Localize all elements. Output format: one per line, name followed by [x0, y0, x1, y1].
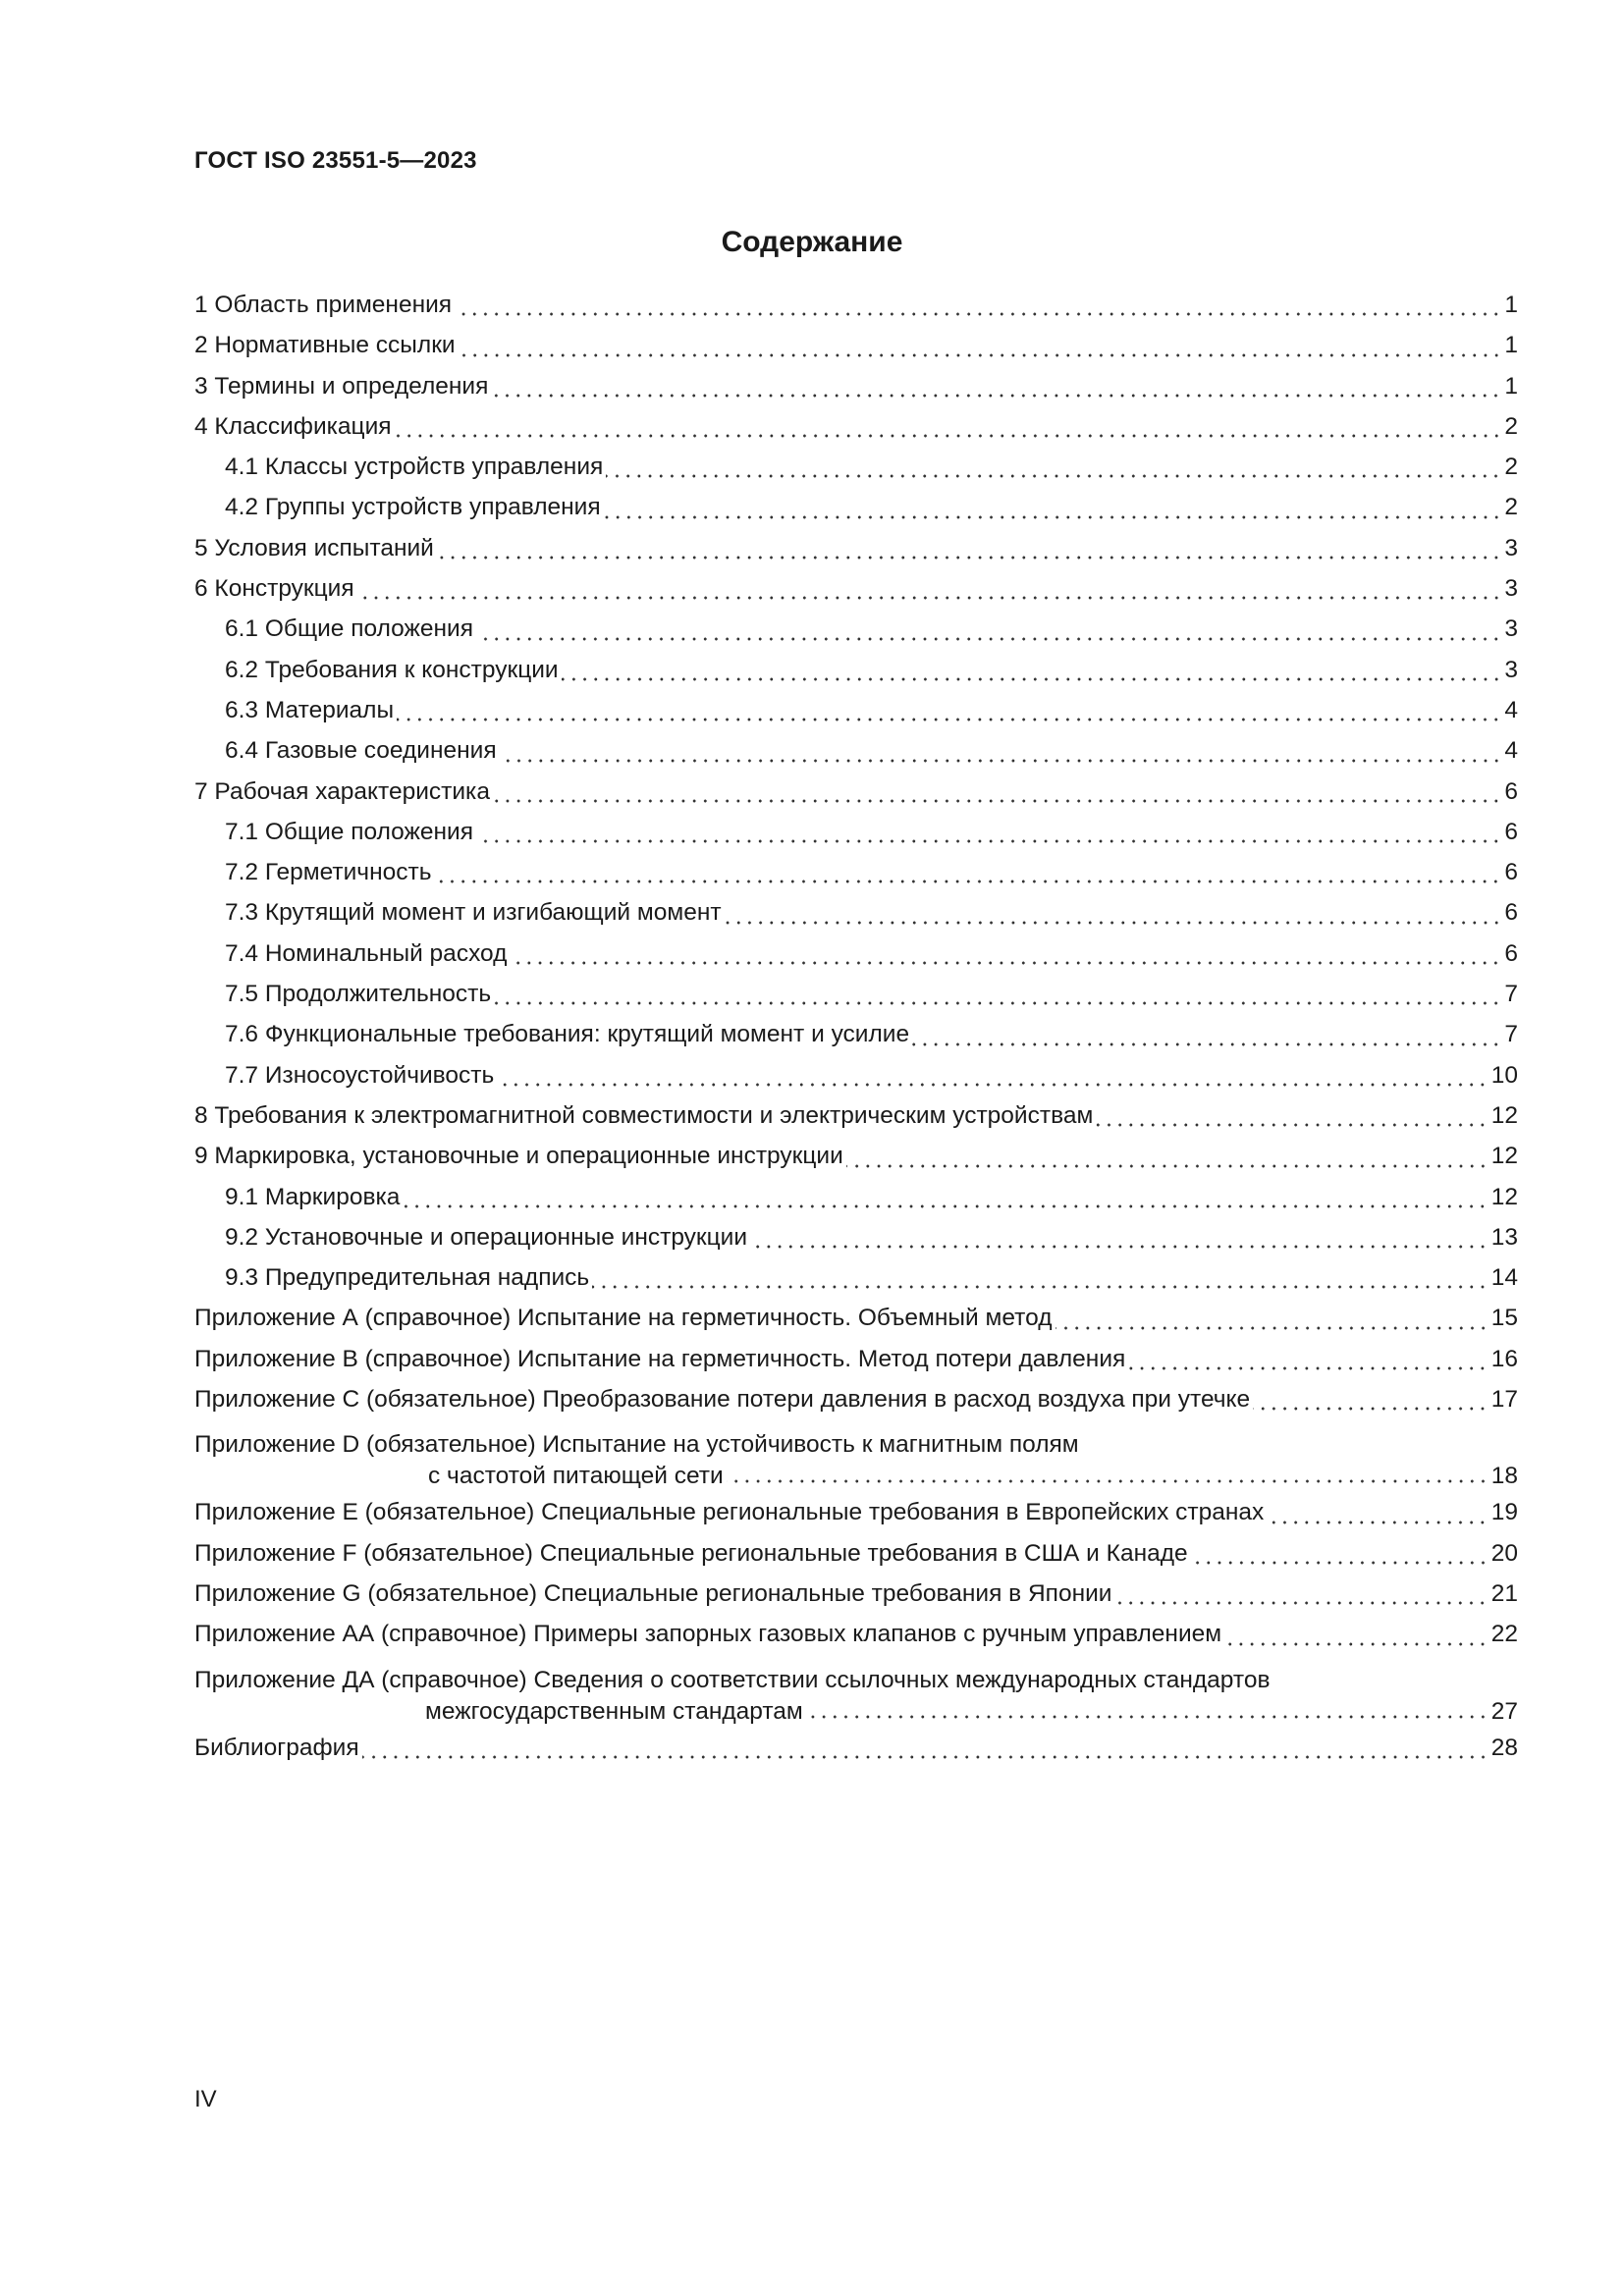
toc-entry-appendix-b[interactable]: [194, 1339, 1518, 1379]
toc-leader-dots: [592, 1285, 1489, 1289]
toc-entry-page: 20: [1490, 1539, 1518, 1567]
toc-leader-dots: [846, 1164, 1489, 1168]
toc-entry[interactable]: [194, 528, 1518, 568]
toc-entry-text: 4 Классификация: [194, 412, 392, 440]
toc-entry-page: 3: [1504, 656, 1518, 683]
toc-leader-dots: [494, 1001, 1501, 1005]
toc-leader-dots: [397, 718, 1501, 721]
toc-entry-text: 7.2 Герметичность: [225, 859, 432, 886]
toc-leader-dots: [750, 1245, 1489, 1249]
toc-subentry[interactable]: [194, 812, 1518, 852]
toc-entry-page: 10: [1490, 1061, 1518, 1089]
toc-leader-dots: [727, 1479, 1489, 1483]
toc-entry-text: Приложение E (обязательное) Специальные региональные требования в Европейских странах: [194, 1499, 1265, 1526]
toc-entry-page: 27: [1490, 1697, 1518, 1725]
toc-subentry[interactable]: [194, 1217, 1518, 1257]
toc-entry[interactable]: [194, 325, 1518, 365]
toc-entry-appendix-g[interactable]: [194, 1574, 1518, 1614]
toc-entry-page: 3: [1504, 575, 1518, 603]
toc-entry-text: 9 Маркировка, установочные и операционные инструкции: [194, 1143, 843, 1170]
toc-entry-text: 3 Термины и определения: [194, 372, 489, 400]
toc-entry-page: 13: [1490, 1223, 1518, 1251]
toc-entry[interactable]: [194, 1095, 1518, 1136]
toc-entry-page: 4: [1504, 737, 1518, 765]
toc-entry-page: 16: [1490, 1345, 1518, 1372]
toc-leader-dots: [493, 799, 1501, 803]
toc-entry[interactable]: [194, 772, 1518, 812]
toc-entry-text: Приложение G (обязательное) Специальные региональные требования в Японии: [194, 1579, 1112, 1607]
toc-entry-text: Приложение С (обязательное) Преобразование потери давления в расход воздуха при утечке: [194, 1386, 1251, 1414]
toc-entry[interactable]: [194, 366, 1518, 406]
toc-subentry[interactable]: [194, 690, 1518, 730]
toc-leader-dots: [491, 394, 1501, 398]
toc-entry-page: 1: [1504, 332, 1518, 359]
toc-entry-page: 2: [1504, 412, 1518, 440]
document-id: ГОСТ ISO 23551-5—2023: [194, 147, 477, 174]
toc-leader-dots: [1128, 1366, 1488, 1370]
toc-leader-dots: [1114, 1601, 1488, 1605]
toc-entry-page: 6: [1504, 899, 1518, 927]
toc-leader-dots: [395, 434, 1502, 438]
toc-entry[interactable]: [194, 1136, 1518, 1176]
toc-entry-page: 28: [1490, 1734, 1518, 1761]
toc-leader-dots: [912, 1042, 1501, 1046]
toc-entry-page: 3: [1504, 615, 1518, 643]
toc-leader-dots: [476, 839, 1501, 843]
toc-entry-text: Приложение ДА (справочное) Сведения о соответствии ссылочных международных стандартов: [194, 1666, 1271, 1693]
toc-subentry[interactable]: [194, 487, 1518, 527]
toc-leader-dots: [437, 556, 1501, 560]
toc-leader-dots: [476, 637, 1501, 641]
toc-entry-text: 6.2 Требования к конструкции: [225, 656, 559, 683]
toc-entry[interactable]: [194, 285, 1518, 325]
toc-entry-text: 9.1 Маркировка: [225, 1183, 401, 1210]
toc-entry-page: 7: [1504, 981, 1518, 1008]
toc-entry-text: 6 Конструкция: [194, 575, 354, 603]
toc-entry-appendix-aa[interactable]: [194, 1614, 1518, 1654]
toc-entry-appendix-c[interactable]: [194, 1379, 1518, 1419]
toc-title: Содержание: [721, 226, 903, 258]
toc-subentry[interactable]: [194, 730, 1518, 771]
toc-entry-page: 12: [1490, 1183, 1518, 1210]
toc-entry-appendix-d[interactable]: [194, 1419, 1518, 1492]
toc-entry-page: 12: [1490, 1143, 1518, 1170]
toc-entry-page: 2: [1504, 454, 1518, 481]
toc-entry-appendix-da[interactable]: [194, 1655, 1518, 1728]
toc-entry-text: 7.4 Номинальный расход: [225, 939, 508, 967]
toc-entry-page: 15: [1490, 1305, 1518, 1332]
toc-leader-dots: [459, 353, 1502, 357]
toc-subentry[interactable]: [194, 1177, 1518, 1217]
toc-entry-text: 7.1 Общие положения: [225, 818, 474, 845]
toc-subentry[interactable]: [194, 1055, 1518, 1095]
toc-entry-page: 12: [1490, 1101, 1518, 1129]
toc-entry-text: 7.7 Износоустойчивость: [225, 1061, 495, 1089]
toc-entry-page: 4: [1504, 696, 1518, 723]
toc-entry-text: 7.3 Крутящий момент и изгибающий момент: [225, 899, 722, 927]
toc-leader-dots: [604, 515, 1502, 519]
toc-entry-text: 7.6 Функциональные требования: крутящий момент и усилие: [225, 1021, 910, 1048]
toc-leader-dots: [1253, 1407, 1489, 1411]
toc-leader-dots: [362, 1755, 1489, 1759]
toc-subentry[interactable]: [194, 650, 1518, 690]
toc-entry-text: 1 Область применения: [194, 292, 453, 318]
toc-entry-page: 3: [1504, 534, 1518, 561]
toc-subentry[interactable]: [194, 934, 1518, 974]
toc-entry-page: 19: [1490, 1499, 1518, 1526]
toc-entry-appendix-e[interactable]: [194, 1492, 1518, 1532]
toc-entry-page: 14: [1490, 1264, 1518, 1292]
toc-entry-text: 5 Условия испытаний: [194, 534, 434, 561]
toc-entry-text: 6.4 Газовые соединения: [225, 737, 497, 765]
toc-entry-page: 6: [1504, 859, 1518, 886]
toc-entry-text: 6.1 Общие положения: [225, 615, 474, 643]
toc-entry-text: 7 Рабочая характеристика: [194, 777, 490, 805]
toc-entry-text: 4.2 Группы устройств управления: [225, 494, 601, 521]
toc-leader-dots: [1056, 1326, 1489, 1330]
toc-leader-dots: [500, 759, 1502, 763]
toc-leader-dots: [1096, 1123, 1488, 1127]
toc-leader-dots: [1267, 1521, 1488, 1524]
toc-entry-continuation: межгосударственным стандартам: [425, 1697, 803, 1725]
toc-entry-appendix-f[interactable]: [194, 1533, 1518, 1574]
toc-subentry[interactable]: [194, 1014, 1518, 1054]
toc-entry-page: 1: [1504, 372, 1518, 400]
toc-leader-dots: [434, 880, 1501, 883]
toc-entry-page: 17: [1490, 1386, 1518, 1414]
toc-entry-text: 9.2 Установочные и операционные инструкции: [225, 1223, 748, 1251]
toc-leader-dots: [510, 961, 1501, 965]
toc-entry-text: Библиография: [194, 1734, 359, 1761]
toc-subentry[interactable]: [194, 447, 1518, 487]
toc-entry-page: 1: [1504, 292, 1518, 318]
toc-leader-dots: [606, 474, 1501, 478]
toc-subentry[interactable]: [194, 892, 1518, 933]
toc-leader-dots: [1191, 1561, 1489, 1565]
toc-entry-page: 18: [1490, 1463, 1518, 1490]
toc-entry-text: 9.3 Предупредительная надпись: [225, 1264, 590, 1292]
toc-entry-page: 6: [1504, 777, 1518, 805]
toc-leader-dots: [1224, 1642, 1489, 1646]
toc-entry-text: Приложение F (обязательное) Специальные региональные требования в США и Канаде: [194, 1539, 1188, 1567]
toc-subentry[interactable]: [194, 974, 1518, 1014]
toc-leader-dots: [562, 677, 1502, 681]
toc-entry[interactable]: [194, 568, 1518, 609]
toc-entry-page: 6: [1504, 818, 1518, 845]
toc-entry-page: 6: [1504, 939, 1518, 967]
toc-leader-dots: [497, 1083, 1488, 1087]
toc-entry-page: 22: [1490, 1621, 1518, 1648]
toc-entry-appendix-a[interactable]: [194, 1298, 1518, 1338]
toc-leader-dots: [725, 921, 1502, 925]
toc-entry-text: Приложение D (обязательное) Испытание на устойчивость к магнитным полям: [194, 1431, 1079, 1459]
toc-entry-text: Приложение АА (справочное) Примеры запорных газовых клапанов с ручным управлением: [194, 1621, 1222, 1648]
toc-leader-dots: [403, 1204, 1488, 1208]
toc-entry-text: 8 Требования к электромагнитной совместимости и электрическим устройствам: [194, 1101, 1094, 1129]
toc-entry-text: 7.5 Продолжительность: [225, 981, 492, 1008]
toc-entry-text: 2 Нормативные ссылки: [194, 332, 456, 359]
toc-subentry[interactable]: [194, 852, 1518, 892]
toc-leader-dots: [455, 312, 1501, 316]
toc-entry-page: 2: [1504, 494, 1518, 521]
toc-entry[interactable]: [194, 406, 1518, 447]
toc-entry-text: 4.1 Классы устройств управления: [225, 454, 604, 481]
toc-subentry[interactable]: [194, 609, 1518, 649]
toc-entry-text: Приложение А (справочное) Испытание на герметичность. Объемный метод: [194, 1305, 1053, 1332]
toc-entry-page: 21: [1490, 1579, 1518, 1607]
toc-leader-dots: [806, 1715, 1489, 1719]
toc-entry-page: 7: [1504, 1021, 1518, 1048]
toc-leader-dots: [357, 596, 1502, 600]
toc-entry-text: Приложение В (справочное) Испытание на герметичность. Метод потери давления: [194, 1345, 1126, 1372]
toc-subentry[interactable]: [194, 1257, 1518, 1298]
toc-entry-text: 6.3 Материалы: [225, 696, 395, 723]
page-number: IV: [194, 2086, 217, 2112]
toc-entry-bibliography[interactable]: [194, 1728, 1518, 1768]
table-of-contents: [194, 285, 1518, 1768]
toc-entry-continuation: с частотой питающей сети: [428, 1463, 724, 1490]
